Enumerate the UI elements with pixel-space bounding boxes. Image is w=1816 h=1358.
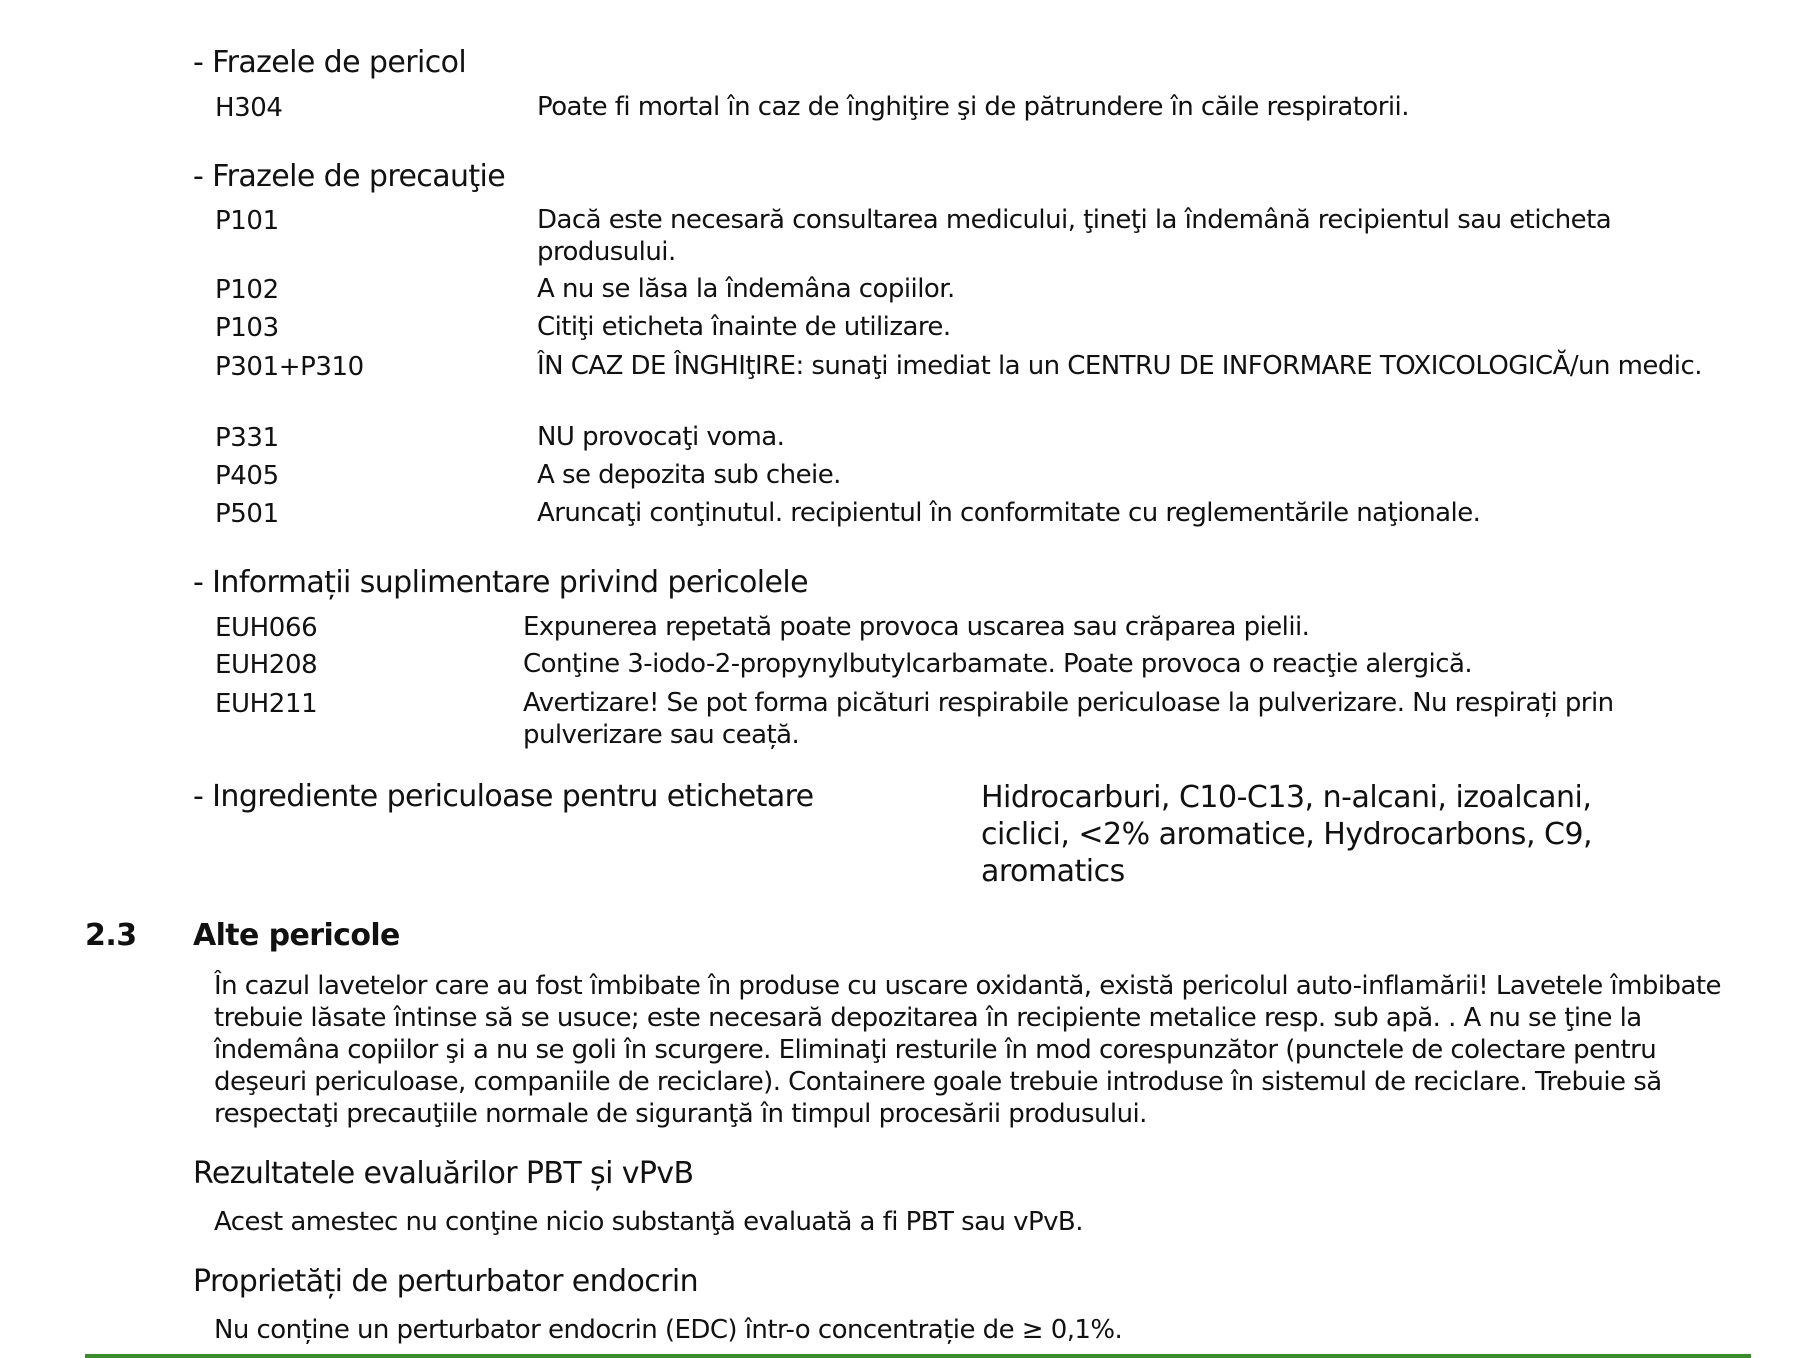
precaution-code: P103 [215,313,279,343]
hazard-code: H304 [215,93,283,123]
hazard-text: Poate fi mortal în caz de înghiţire şi de pătrundere în căile respiratorii. [537,92,1409,122]
labelling-ingredients-label: - Ingrediente periculoase pentru etichetare [193,779,814,814]
precaution-code: P301+P310 [215,352,364,382]
section-number: 2.3 [85,918,137,953]
footer-divider [85,1354,1751,1358]
precaution-code: P405 [215,461,279,491]
precaution-code: P101 [215,206,279,236]
labelling-ingredients-value: Hidrocarburi, C10-C13, n-alcani, izoalcani, ciclici, <2% aromatice, Hydrocarbons, C9, aromatics [981,780,1593,889]
precaution-text: Aruncaţi conţinutul. recipientul în conformitate cu reglementările naţionale. [537,498,1481,528]
pbt-text: Acest amestec nu conţine nicio substanţă evaluată a fi PBT sau vPvB. [214,1207,1083,1237]
precaution-text: Citiţi eticheta înainte de utilizare. [537,312,951,342]
precaution-text: Dacă este necesară consultarea medicului, ţineţi la îndemână recipientul sau eticheta produsului. [537,205,1612,267]
other-hazards-paragraph: În cazul lavetelor care au fost îmbibate în produse cu uscare oxidantă, există pericolul auto-inflamării! Lavetele îmbibate trebuie lăsate întinse să se usuce; este necesară depozitarea în recipiente metalice resp. sub apă. . A nu se ţine la îndemâna copiilor şi a nu se goli în scurgere. Eliminaţi resturile în mod corespunzător (punctele de colectare pentru deşeuri periculoase, companiile de reciclare). Containere goale trebuie introduse în sistemul de reciclare. Trebuie să respectaţi precauţiile normale de siguranţă în timpul procesării produsului. [214,971,1721,1129]
hazard-statements-heading: - Frazele de pericol [193,45,467,80]
supplemental-info-heading: - Informații suplimentare privind pericolele [193,565,808,600]
euh-code: EUH066 [215,613,318,643]
precaution-text: A se depozita sub cheie. [537,460,841,490]
precaution-code: P501 [215,499,279,529]
euh-text: Expunerea repetată poate provoca uscarea sau crăparea pielii. [523,612,1310,642]
endocrine-text: Nu conține un perturbator endocrin (EDC) într-o concentrație de ≥ 0,1%. [214,1315,1123,1345]
precaution-text: ÎN CAZ DE ÎNGHIţIRE: sunaţi imediat la un CENTRU DE INFORMARE TOXICOLOGICĂ/un medic. [537,351,1702,381]
precaution-text: NU provocaţi voma. [537,422,785,452]
euh-text: Avertizare! Se pot forma picături respirabile periculoase la pulverizare. Nu respirați prin pulverizare sau ceață. [523,688,1614,750]
euh-text: Conţine 3-iodo-2-propynylbutylcarbamate. Poate provoca o reacţie alergică. [523,649,1473,679]
endocrine-heading: Proprietăți de perturbator endocrin [193,1264,698,1299]
precautionary-statements-heading: - Frazele de precauţie [193,159,506,194]
euh-code: EUH211 [215,689,318,719]
section-title: Alte pericole [193,918,400,953]
precaution-code: P102 [215,275,279,305]
euh-code: EUH208 [215,650,318,680]
pbt-heading: Rezultatele evaluărilor PBT și vPvB [193,1156,694,1191]
precaution-text: A nu se lăsa la îndemâna copiilor. [537,274,955,304]
precaution-code: P331 [215,423,279,453]
